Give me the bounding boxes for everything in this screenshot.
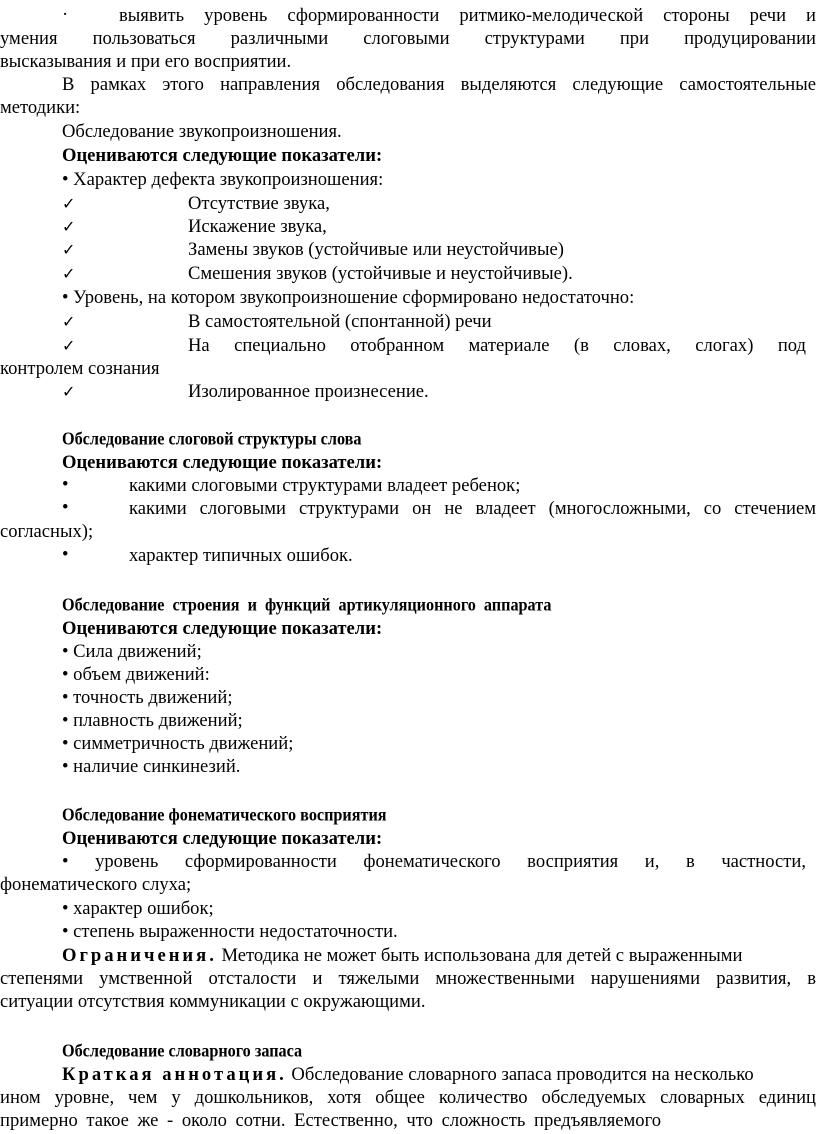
bullet-item: • характер ошибок; — [62, 898, 214, 919]
bullet-item-continued: фонематического слуха; — [0, 874, 192, 895]
bullet-item: • симметричность движений; — [62, 733, 294, 754]
check-item: Изолированное произнесение. — [188, 381, 429, 402]
check-item-continued: контролем сознания — [0, 358, 160, 379]
annotation-text: Обследование словарного запаса проводится на несколько — [286, 1064, 754, 1085]
check-item: В самостоятельной (спонтанной) речи — [188, 311, 492, 332]
bullet-item-continued: согласных); — [0, 521, 94, 542]
bullet-item: • Сила движений; — [62, 641, 202, 662]
checkmark-icon: ✓ — [62, 217, 76, 236]
check-item: На специально отобранном материале (в словах, слогах) под — [188, 335, 806, 356]
section-title: Обследование словарного запаса — [62, 1041, 303, 1061]
paragraph-line: ином уровне, чем у дошкольников, хотя общее количество обследуемых словарных единиц — [0, 1087, 816, 1108]
bullet-item: • Характер дефекта звукопроизношения: — [62, 169, 384, 190]
checkmark-icon: ✓ — [62, 336, 76, 355]
check-item: Смешения звуков (устойчивые и неустойчивые). — [188, 263, 573, 284]
bullet-item: • степень выраженности недостаточности. — [62, 921, 398, 942]
checkmark-icon: ✓ — [62, 312, 76, 331]
bullet-item: • объем движений: — [62, 664, 210, 685]
check-item: Замены звуков (устойчивые или неустойчивые) — [188, 239, 564, 260]
bullet-item: • уровень сформированности фонематического восприятия и, в частности, — [62, 851, 806, 872]
criteria-heading: Оцениваются следующие показатели: — [62, 452, 383, 473]
paragraph-line: ситуации отсутствия коммуникации с окружающими. — [0, 991, 426, 1012]
paragraph-line: примерно такое же - около сотни. Естественно, что сложность предъявляемого — [0, 1110, 662, 1131]
paragraph-line: методики: — [0, 97, 81, 118]
annotation-paragraph — [62, 1063, 816, 1086]
paragraph-line: выявить уровень сформированности ритмико-мелодической стороны речи и — [119, 5, 816, 26]
paragraph-line: В рамках этого направления обследования выделяются следующие самостоятельные — [62, 74, 816, 95]
annotation-label: Краткая аннотация. — [62, 1064, 287, 1085]
paragraph-line: степенями умственной отсталости и тяжелыми множественными нарушениями развития, в — [0, 968, 816, 989]
check-item: Отсутствие звука, — [188, 193, 330, 214]
limitations-paragraph — [62, 944, 816, 967]
limitations-text: Методика не может быть использована для детей с выраженными — [216, 945, 743, 966]
section-title: Обследование слоговой структуры слова — [62, 429, 362, 449]
bullet-item: какими слоговыми структурами он не владеет (многосложными, со стечением — [129, 498, 816, 519]
checkmark-icon: ✓ — [62, 264, 76, 283]
bullet-marker: • — [62, 497, 69, 518]
criteria-heading: Оцениваются следующие показатели: — [62, 618, 383, 639]
check-item: Искажение звука, — [188, 216, 327, 237]
paragraph-line: высказывания и при его восприятии. — [0, 51, 292, 72]
bullet-marker: • — [62, 544, 69, 565]
paragraph-line: умения пользоваться различными слоговыми структурами при продуцировании — [0, 28, 816, 49]
bullet-item: какими слоговыми структурами владеет ребенок; — [129, 475, 521, 496]
checkmark-icon: ✓ — [62, 194, 76, 213]
bullet-marker: · — [62, 4, 69, 25]
bullet-item: • точность движений; — [62, 687, 233, 708]
bullet-item: • Уровень, на котором звукопроизношение сформировано недостаточно: — [62, 287, 635, 308]
limitations-label: Ограничения. — [62, 945, 217, 966]
criteria-heading: Оцениваются следующие показатели: — [62, 145, 383, 166]
bullet-item: характер типичных ошибок. — [129, 545, 353, 566]
bullet-marker: • — [62, 474, 69, 495]
section-title: Обследование строения и функций артикуляционного аппарата — [62, 595, 552, 615]
checkmark-icon: ✓ — [62, 382, 76, 401]
criteria-heading: Оцениваются следующие показатели: — [62, 828, 383, 849]
checkmark-icon: ✓ — [62, 240, 76, 259]
bullet-item: • наличие синкинезий. — [62, 756, 241, 777]
section-title: Обследование фонематического восприятия — [62, 805, 387, 825]
bullet-item: • плавность движений; — [62, 710, 243, 731]
section-title: Обследование звукопроизношения. — [62, 121, 342, 142]
